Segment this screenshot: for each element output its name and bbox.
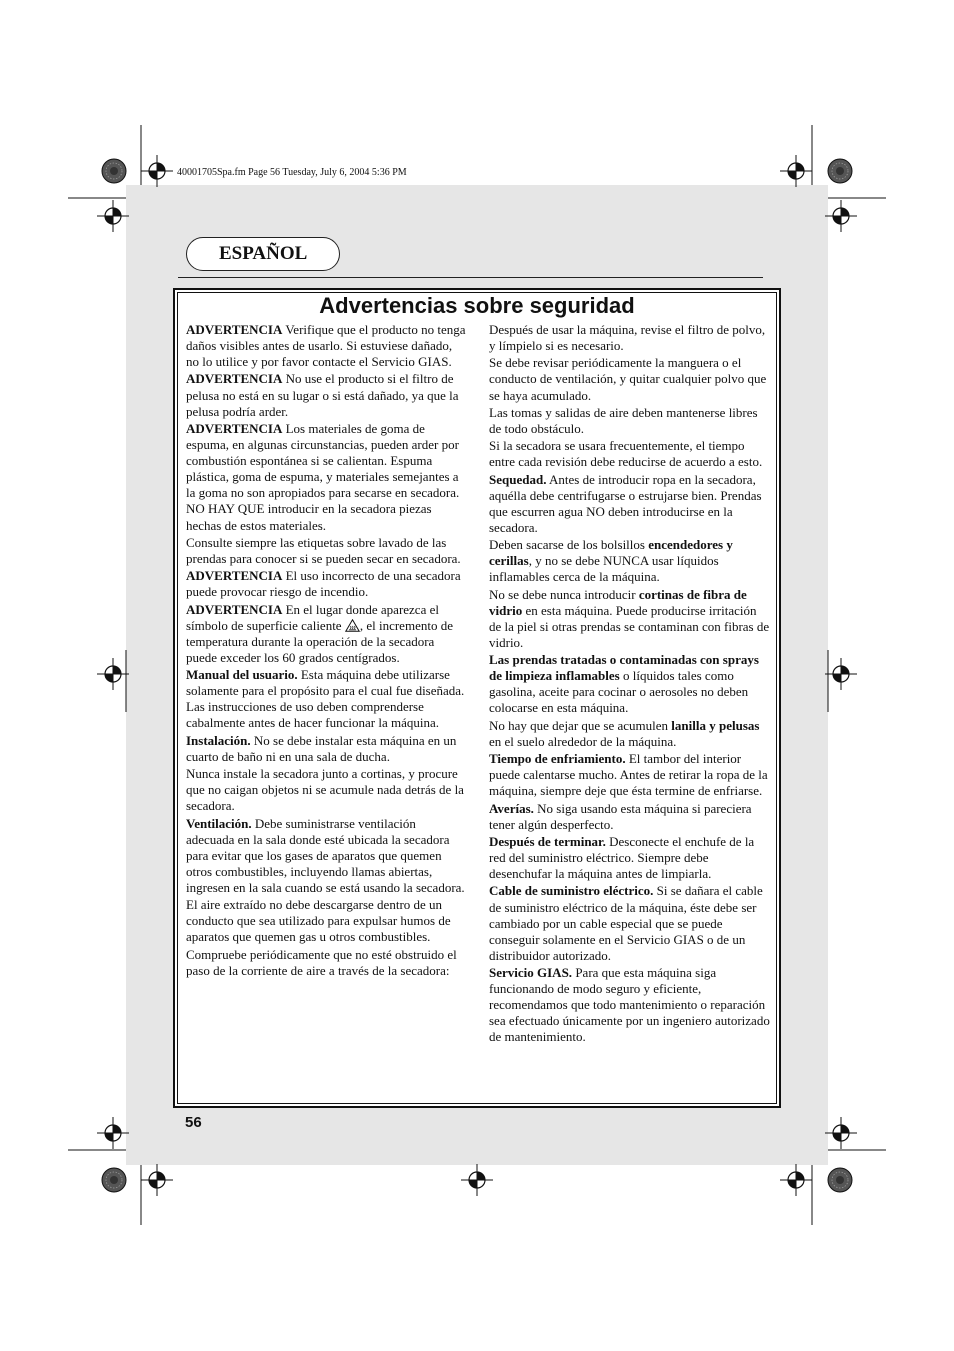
header-rule xyxy=(178,277,763,278)
paragraph: Consulte siempre las etiquetas sobre lavado de las prendas para conocer si se pueden secar en secadora. xyxy=(186,534,461,566)
paragraph: No se debe nunca introducir cortinas de fibra de vidrio en esta máquina. Puede producirse irritación de la piel si otras prendas se contaminan con fibras de vidrio. xyxy=(489,586,770,650)
page-number: 56 xyxy=(185,1114,202,1131)
page-title: Advertencias sobre seguridad xyxy=(319,293,635,318)
paragraph: Deben sacarse de los bolsillos encendedores y cerillas, y no se debe NUNCA usar líquidos inflamables cerca de la máquina. xyxy=(489,537,733,585)
registration-mark-icon xyxy=(141,1164,173,1196)
paragraph: El aire extraído no debe descargarse dentro de un conducto que sea utilizado para expulsar humos de aparatos que quemen gas u otros combustibles. xyxy=(186,897,451,945)
registration-mark-icon xyxy=(780,155,812,187)
paragraph: Ventilación. Debe suministrarse ventilación adecuada en la sala donde esté ubicada la secadora para evitar que los gases de aparatos que quemen otros combustibles, incluyendo llamas abiertas, ingresen en la sala cuando se está usando la secadora. xyxy=(186,815,465,895)
right-column xyxy=(489,322,771,1047)
paragraph: No hay que dejar que se acumulen lanilla y pelusas en el suelo alrededor de la máquina. xyxy=(489,717,760,749)
paragraph: Si la secadora se usara frecuentemente, el tiempo entre cada revisión debe reducirse de acuerdo a esto. xyxy=(489,438,763,470)
language-tab xyxy=(186,237,340,271)
color-wheel-icon xyxy=(102,1168,126,1192)
paragraph: Se debe revisar periódicamente la manguera o el conducto de ventilación, y quitar cualquier polvo que se haya acumulado. xyxy=(489,355,767,403)
registration-mark-icon xyxy=(97,1117,129,1149)
paragraph: Las prendas tratadas o contaminadas con sprays de limpieza inflamables o líquidos tales como gasolina, aceite para cocinar o aerosoles no deben colocarse en esta máquina. xyxy=(489,652,759,716)
paragraph: Después de terminar. Desconecte el enchufe de la red del suministro eléctrico. Siempre debe desenchufar la máquina antes de limpiarla. xyxy=(489,833,755,882)
paragraph: ADVERTENCIA En el lugar donde aparezca el símbolo de superficie caliente , el incremento de temperatura durante la operación de la secadora puede exceder los 60 grados centígrados. xyxy=(186,601,453,665)
left-column xyxy=(186,322,467,980)
paragraph: Manual del usuario. Esta máquina debe utilizarse solamente para el propósito para el cual fue diseñada. Las instrucciones de uso deben comprenderse cabalmente antes de hacer funcionar la máquina. xyxy=(186,667,465,731)
paragraph: ADVERTENCIA El uso incorrecto de una secadora puede provocar riesgo de incendio. xyxy=(186,568,461,600)
registration-mark-icon xyxy=(825,658,857,690)
paragraph: Compruebe periódicamente que no esté obstruido el paso de la corriente de aire a través de la secadora: xyxy=(186,946,457,978)
color-wheel-icon xyxy=(828,1168,852,1192)
registration-mark-icon xyxy=(97,658,129,690)
paragraph: Cable de suministro eléctrico. Si se dañara el cable de suministro eléctrico de la máquina, éste debe ser cambiado por un cable especial que se puede conseguir solamente en el Servicio GIAS o de un distribuidor autorizado. xyxy=(489,883,763,963)
paragraph: Tiempo de enfriamiento. El tambor del interior puede calentarse mucho. Antes de retirar la ropa de la máquina, siempre deje que ésta termine de enfriarse. xyxy=(489,751,768,799)
paragraph: Averías. No siga usando esta máquina si pareciera tener algún desperfecto. xyxy=(489,800,752,832)
registration-mark-icon xyxy=(825,1117,857,1149)
color-wheel-icon xyxy=(102,159,126,183)
file-header-info: 40001705Spa.fm Page 56 Tuesday, July 6, 2004 5:36 PM xyxy=(177,167,407,178)
color-wheel-icon xyxy=(828,159,852,183)
registration-mark-icon xyxy=(780,1164,812,1196)
registration-mark-icon xyxy=(97,200,129,232)
paragraph: Nunca instale la secadora junto a cortinas, y procure que no caigan objetos ni se acumule nada detrás de la secadora. xyxy=(186,766,464,814)
paragraph: Servicio GIAS. Para que esta máquina siga funcionando de modo seguro y eficiente, recomendamos que todo mantenimiento o reparación sea efectuado únicamente por un ingeniero autorizado de mantenimiento. xyxy=(489,965,770,1045)
hot-surface-warning-icon xyxy=(345,619,360,632)
registration-mark-icon xyxy=(825,200,857,232)
paragraph: ADVERTENCIA Verifique que el producto no tenga daños visibles antes de usarlo. Si estuviese dañado, no lo utilice y por favor contacte el Servicio GIAS. xyxy=(186,322,466,370)
language-label: ESPAÑOL xyxy=(219,243,308,264)
registration-mark-icon xyxy=(141,155,173,187)
paragraph: ADVERTENCIA No use el producto si el filtro de pelusa no está en su lugar o si está dañado, ya que la pelusa podría arder. xyxy=(186,371,459,419)
paragraph: ADVERTENCIA Los materiales de goma de espuma, en algunas circunstancias, pueden arder por combustión espontánea si se calientan. Espuma plástica, goma de espuma, y materiales semejantes a la goma no son apropiados para secarse en secadora. NO HAY QUE introducir en la secadora piezas hechas de estos materiales. xyxy=(186,420,460,533)
registration-mark-icon xyxy=(461,1164,493,1196)
paragraph: Sequedad. Antes de introducir ropa en la secadora, aquélla debe centrifugarse o estrujarse bien. Prendas que escurren agua NO deben introducirse en la secadora. xyxy=(489,471,762,535)
paragraph: Después de usar la máquina, revise el filtro de polvo, y límpielo si es necesario. xyxy=(489,322,766,354)
paragraph: Instalación. No se debe instalar esta máquina en un cuarto de baño ni en una sala de ducha. xyxy=(186,732,457,764)
paragraph: Las tomas y salidas de aire deben mantenerse libres de todo obstáculo. xyxy=(489,404,758,436)
